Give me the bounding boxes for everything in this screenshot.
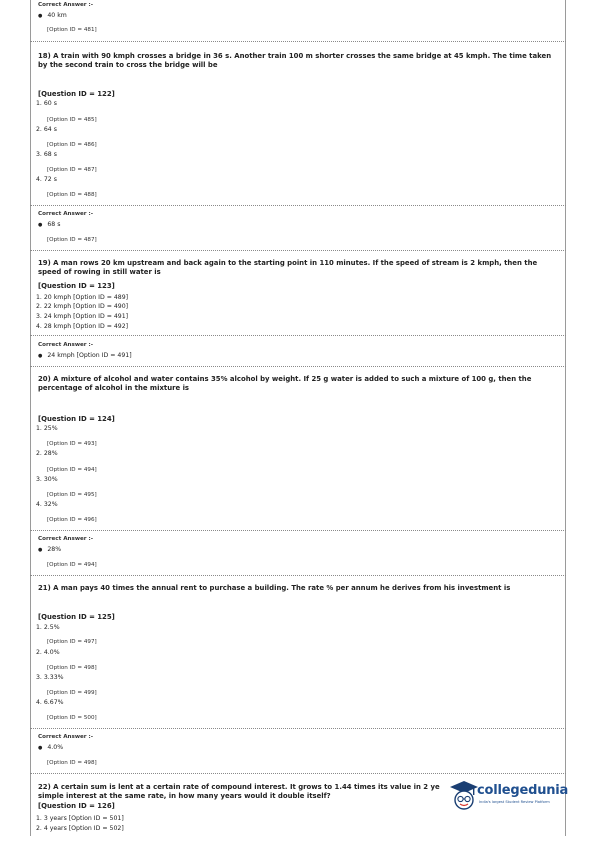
question-paper-page bbox=[30, 0, 569, 842]
q22-option-2: 2. 4 years [Option ID = 502] bbox=[36, 825, 124, 832]
q20-option-4: 4. 32% bbox=[36, 501, 58, 508]
q21-correct-answer-value: ● 4.0% bbox=[38, 744, 63, 752]
q21-option-1-id: [Option ID = 497] bbox=[47, 639, 97, 645]
q20-option-1-id: [Option ID = 493] bbox=[47, 441, 97, 447]
q21-option-4-id: [Option ID = 500] bbox=[47, 715, 97, 721]
q20-option-4-id: [Option ID = 496] bbox=[47, 517, 97, 523]
q20-option-2-id: [Option ID = 494] bbox=[47, 467, 97, 473]
q20-option-3: 3. 30% bbox=[36, 476, 58, 483]
q18-option-1: 1. 60 s bbox=[36, 100, 57, 107]
divider bbox=[30, 728, 566, 729]
q20-correct-option-id: [Option ID = 494] bbox=[47, 562, 97, 568]
q18-correct-option-id: [Option ID = 487] bbox=[47, 237, 97, 243]
divider bbox=[30, 41, 566, 42]
q20-correct-answer-value: ● 28% bbox=[38, 546, 61, 554]
q18-option-4-id: [Option ID = 488] bbox=[47, 192, 97, 198]
q21-option-2-id: [Option ID = 498] bbox=[47, 665, 97, 671]
divider bbox=[30, 205, 566, 206]
q21-option-2: 2. 4.0% bbox=[36, 649, 60, 656]
question-21-text: 21) A man pays 40 times the annual rent to purchase a building. The rate % per annum he derives from his investment is bbox=[38, 584, 511, 592]
question-22-text-line-2: simple interest at the same rate, in how many years would it double itself? bbox=[38, 792, 331, 800]
correct-answer-value: ● 40 km bbox=[38, 12, 67, 20]
question-20-text: 20) A mixture of alcohol and water contains 35% alcohol by weight. If 25 g water is added to such a mixture of 100 g, then the percentage of alcohol in the mixture is bbox=[38, 375, 532, 392]
q21-option-3: 3. 3.33% bbox=[36, 674, 64, 681]
q19-option-3: 3. 24 kmph [Option ID = 491] bbox=[36, 313, 129, 320]
divider bbox=[30, 335, 566, 336]
question-18-id: [Question ID = 122] bbox=[38, 90, 115, 98]
divider bbox=[30, 575, 566, 576]
q20-option-1: 1. 25% bbox=[36, 425, 58, 432]
logo-wordmark: collegedunia bbox=[477, 783, 569, 798]
q22-option-1: 1. 3 years [Option ID = 501] bbox=[36, 815, 124, 822]
q18-option-3: 3. 68 s bbox=[36, 151, 57, 158]
q21-correct-option-id: [Option ID = 498] bbox=[47, 760, 97, 766]
divider bbox=[30, 366, 566, 367]
q19-option-4: 4. 28 kmph [Option ID = 492] bbox=[36, 323, 129, 330]
question-19-text: 19) A man rows 20 km upstream and back again to the starting point in 110 minutes. If the speed of stream is 2 kmph, then the speed of rowing in still water is bbox=[38, 259, 538, 276]
question-21-id: [Question ID = 125] bbox=[38, 613, 115, 621]
q20-correct-answer-label: Correct Answer :- bbox=[38, 536, 94, 542]
q21-option-4: 4. 6.67% bbox=[36, 699, 64, 706]
q20-option-3-id: [Option ID = 495] bbox=[47, 492, 97, 498]
question-22-id: [Question ID = 126] bbox=[38, 802, 115, 810]
question-19-id: [Question ID = 123] bbox=[38, 282, 115, 290]
q18-option-2: 2. 64 s bbox=[36, 126, 57, 133]
correct-answer-label: Correct Answer :- bbox=[38, 2, 94, 8]
logo-tagline: India's largest Student Review Platform bbox=[479, 800, 550, 804]
question-20-id: [Question ID = 124] bbox=[38, 415, 115, 423]
q21-option-3-id: [Option ID = 499] bbox=[47, 690, 97, 696]
q19-option-2: 2. 22 kmph [Option ID = 490] bbox=[36, 303, 129, 310]
collegedunia-logo bbox=[449, 779, 567, 819]
q21-option-1: 1. 2.5% bbox=[36, 624, 60, 631]
q18-option-3-id: [Option ID = 487] bbox=[47, 167, 97, 173]
divider bbox=[30, 530, 566, 531]
q18-option-1-id: [Option ID = 485] bbox=[47, 117, 97, 123]
q18-option-2-id: [Option ID = 486] bbox=[47, 142, 97, 148]
question-22-text-line-1: 22) A certain sum is lent at a certain rate of compound interest. It grows to 1.44 times its value in 2 ye bbox=[38, 783, 440, 791]
option-id: [Option ID = 481] bbox=[47, 27, 97, 33]
q18-option-4: 4. 72 s bbox=[36, 176, 57, 183]
divider bbox=[30, 250, 566, 251]
q18-correct-answer-value: ● 68 s bbox=[38, 221, 60, 229]
graduate-mascot-icon bbox=[449, 779, 479, 815]
q19-correct-answer-value: ● 24 kmph [Option ID = 491] bbox=[38, 352, 132, 360]
q21-correct-answer-label: Correct Answer :- bbox=[38, 734, 94, 740]
question-18-text: 18) A train with 90 kmph crosses a bridge in 36 s. Another train 100 m shorter crosses the same bridge at 45 kmph. The time taken by the second train to cross the bridge will be bbox=[38, 52, 552, 69]
q18-correct-answer-label: Correct Answer :- bbox=[38, 211, 94, 217]
divider bbox=[30, 773, 566, 774]
q20-option-2: 2. 28% bbox=[36, 450, 58, 457]
q19-option-1: 1. 20 kmph [Option ID = 489] bbox=[36, 294, 129, 301]
q19-correct-answer-label: Correct Answer :- bbox=[38, 342, 94, 348]
